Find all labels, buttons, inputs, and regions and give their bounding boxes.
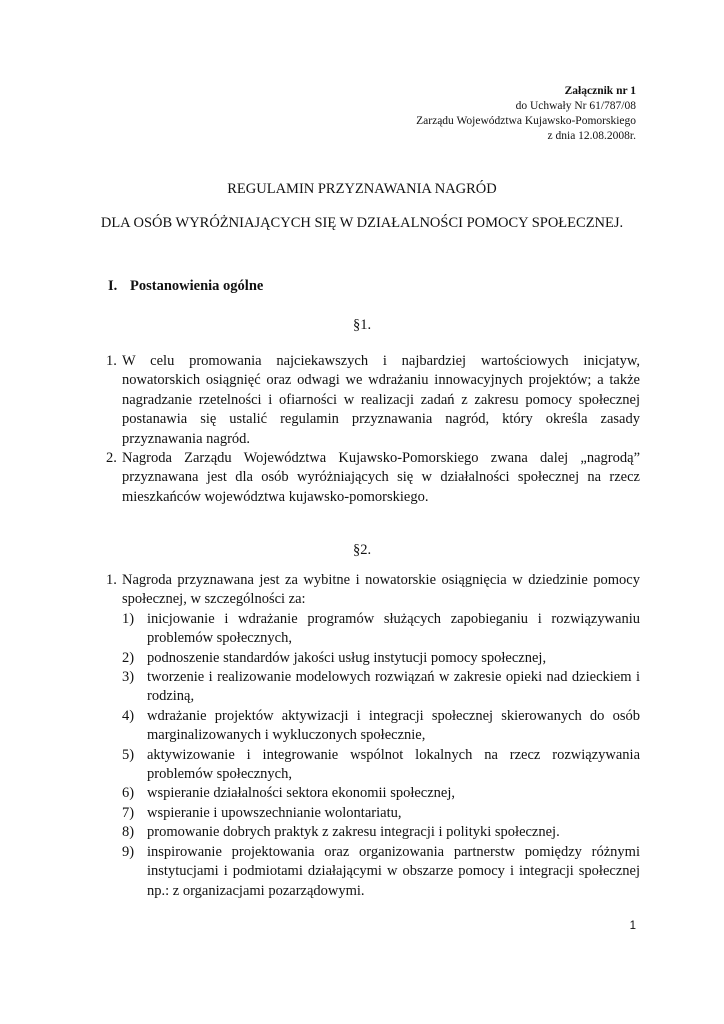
page-number: 1 xyxy=(629,920,636,932)
sub-item-text: inicjowanie i wdrażanie programów służących zapobieganiu i rozwiązywaniu problemów społecznych, xyxy=(147,610,640,647)
item-number: 1. xyxy=(106,353,117,369)
section-numeral: I. xyxy=(108,278,118,294)
item-text: Nagroda przyznawana jest za wybitne i nowatorskie osiągnięcia w dziedzinie pomocy społecznej, w szczególności za: xyxy=(122,572,640,608)
sub-list-item xyxy=(122,823,640,842)
sub-list-item xyxy=(122,668,640,707)
paragraph-1-list xyxy=(108,352,640,507)
list-item xyxy=(108,571,640,901)
sub-item-text: wspieranie i upowszechnianie wolontariatu, xyxy=(147,804,402,821)
sub-item-number: 8) xyxy=(122,824,135,841)
sub-list-item xyxy=(122,843,640,901)
sub-item-text: wdrażanie projektów aktywizacji i integracji społecznej skierowanych do osób marginalizowanych i wykluczonych społecznie, xyxy=(147,707,640,744)
annex-resolution: do Uchwały Nr 61/787/08 xyxy=(515,100,636,112)
paragraph-2-list xyxy=(108,571,640,901)
sub-list-item xyxy=(122,784,640,803)
annex-board: Zarządu Województwa Kujawsko-Pomorskiego xyxy=(416,115,636,127)
sub-item-text: podnoszenie standardów jakości usług instytucji pomocy społecznej, xyxy=(147,649,547,666)
paragraph-mark-1: §1. xyxy=(352,317,372,333)
item-number: 1. xyxy=(106,572,117,588)
section-title: Postanowienia ogólne xyxy=(130,278,264,294)
list-item xyxy=(108,449,640,507)
sub-item-text: inspirowanie projektowania oraz organizowania partnerstw pomiędzy różnymi instytucjami i podmiotami działającymi w obszarze pomocy i integracji społecznej np.: z organizacjami pozarządowymi. xyxy=(147,843,640,899)
paragraph-mark-2: §2. xyxy=(352,542,372,558)
list-item xyxy=(108,352,640,449)
sub-item-number: 1) xyxy=(122,610,135,627)
sub-list-item xyxy=(122,707,640,746)
document-subtitle: DLA OSÓB WYRÓŻNIAJĄCYCH SIĘ W DZIAŁALNOŚCI POMOCY SPOŁECZNEJ. xyxy=(100,215,624,231)
item-text: Nagroda Zarządu Województwa Kujawsko-Pomorskiego zwana dalej „nagrodą” przyznawana jest dla osób wyróżniających się w działalności społecznej na rzecz mieszkańców województwa kujawsko-pomorskiego. xyxy=(122,450,640,505)
sub-item-text: wspieranie działalności sektora ekonomii społecznej, xyxy=(147,785,456,802)
sub-list-item xyxy=(122,746,640,785)
item-number: 2. xyxy=(106,450,117,467)
document-title: REGULAMIN PRZYZNAWANIA NAGRÓD xyxy=(227,181,497,197)
item-text: W celu promowania najciekawszych i najbardziej wartościowych inicjatyw, nowatorskich osiągnięć oraz odwagi we wdrażaniu innowacyjnych projektów; a także nagradzanie rzetelności i ofiarności w realizacji zadań z zakresu pomocy społecznej postanawia się ustalić regulamin przyznawania nagród, który określa zasady przyznawania nagród. xyxy=(122,353,640,447)
sub-item-number: 9) xyxy=(122,843,135,860)
sub-item-text: tworzenie i realizowanie modelowych rozwiązań w zakresie opieki nad dzieckiem i rodziną, xyxy=(147,669,640,705)
sub-item-number: 6) xyxy=(122,785,135,802)
sub-item-text: aktywizowanie i integrowanie wspólnot lokalnych na rzecz rozwiązywania problemów społecznych, xyxy=(147,746,640,783)
sub-list xyxy=(122,610,640,901)
sub-item-text: promowanie dobrych praktyk z zakresu integracji i polityki społecznej. xyxy=(147,824,560,841)
sub-item-number: 5) xyxy=(122,746,135,763)
annex-date: z dnia 12.08.2008r. xyxy=(547,130,636,142)
sub-list-item xyxy=(122,649,640,668)
sub-item-number: 4) xyxy=(122,707,135,724)
section-heading xyxy=(108,278,263,295)
sub-item-number: 3) xyxy=(122,669,135,686)
annex-title: Załącznik nr 1 xyxy=(564,85,636,97)
sub-list-item xyxy=(122,610,640,649)
sub-item-number: 7) xyxy=(122,804,135,821)
sub-item-number: 2) xyxy=(122,649,135,666)
annex-header xyxy=(416,84,636,144)
sub-list-item xyxy=(122,804,640,823)
